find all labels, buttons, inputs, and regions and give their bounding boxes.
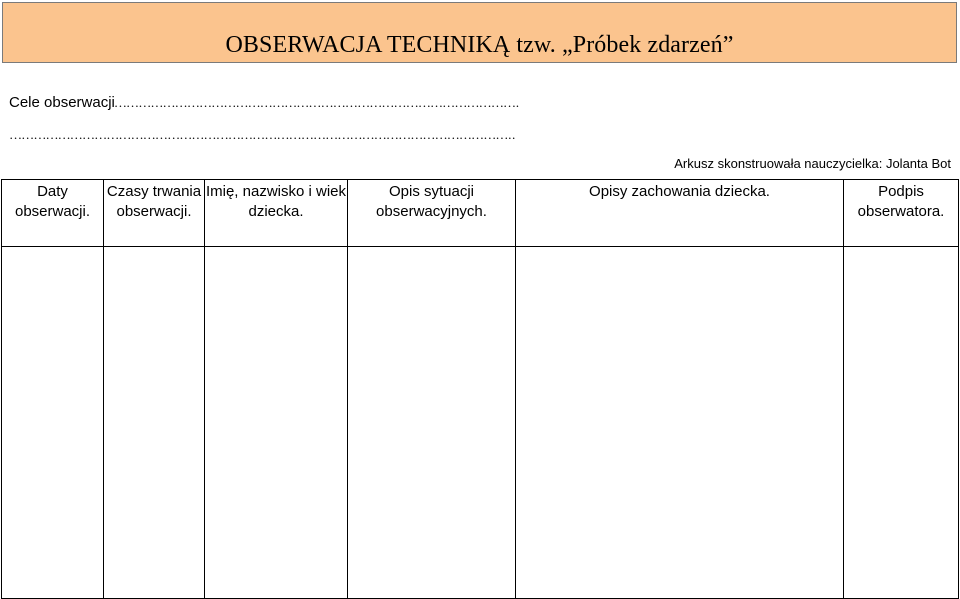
header-duration: Czasy trwania obserwacji. bbox=[104, 180, 205, 247]
goals-dots-line-2: …………………………………………………………………………………………………………….. bbox=[10, 127, 517, 142]
header-child-name-age: Imię, nazwisko i wiek dziecka. bbox=[205, 180, 348, 247]
header-dates: Daty obserwacji. bbox=[2, 180, 104, 247]
header-behavior-description: Opisy zachowania dziecka. bbox=[516, 180, 844, 247]
table-header-row bbox=[2, 180, 959, 247]
author-note: Arkusz skonstruowała nauczycielka: Jolanta Bot bbox=[674, 156, 951, 171]
table-row bbox=[2, 247, 959, 599]
cell-child-name-age bbox=[205, 247, 348, 599]
title-banner bbox=[2, 2, 957, 63]
goals-label: Cele obserwacji bbox=[9, 94, 115, 111]
cell-behavior-description bbox=[516, 247, 844, 599]
header-observer-signature: Podpis obserwatora. bbox=[844, 180, 959, 247]
cell-dates bbox=[2, 247, 104, 599]
cell-duration bbox=[104, 247, 205, 599]
observation-table bbox=[1, 179, 959, 599]
goals-dots-line-1: ………………………………………………………………………………………. bbox=[114, 95, 520, 110]
cell-observer-signature bbox=[844, 247, 959, 599]
page-title: OBSERWACJA TECHNIKĄ tzw. „Próbek zdarzeń” bbox=[225, 32, 734, 58]
observation-goals bbox=[9, 94, 520, 111]
cell-situation-description bbox=[348, 247, 516, 599]
header-situation-description: Opis sytuacji obserwacyjnych. bbox=[348, 180, 516, 247]
